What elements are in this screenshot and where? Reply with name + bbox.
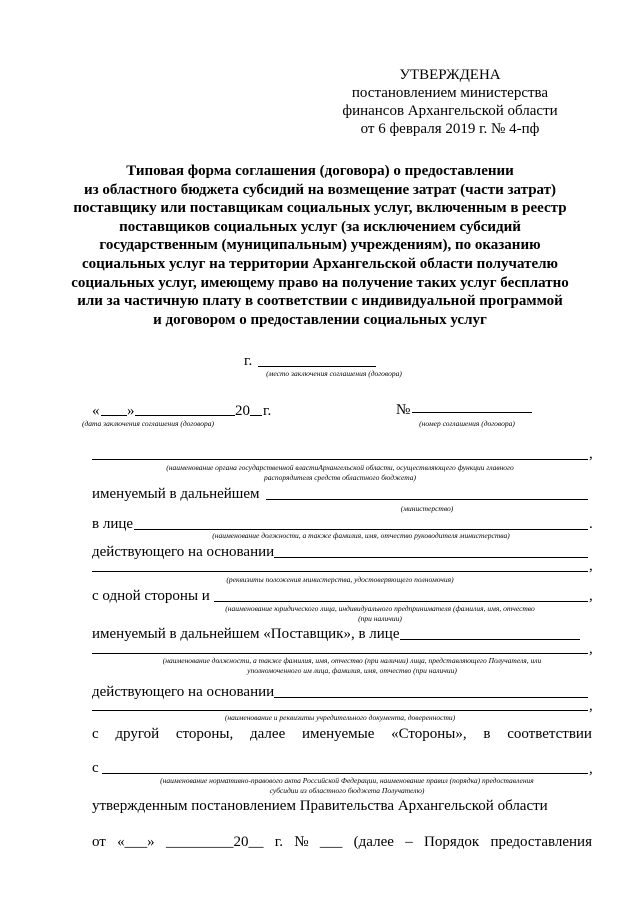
basis-provider-field-1[interactable] xyxy=(274,697,588,698)
place-field[interactable] xyxy=(258,366,376,367)
basis-ministry-label: действующего на основании xyxy=(92,544,275,560)
word: с xyxy=(92,726,99,742)
named-ministry-caption: (министерство) xyxy=(400,504,454,513)
title-line: из областного бюджета субсидий на возмещение затрат (части затрат) xyxy=(83,181,557,198)
ministry-caption xyxy=(92,463,588,482)
ministry-caption-line: (наименование органа государственной властиАрхангельской области, осуществляющего функции главного xyxy=(166,463,514,472)
basis-ministry-caption: (реквизиты положения министерства, удостоверяющего полномочия) xyxy=(226,575,454,584)
word: соответствии xyxy=(507,726,592,742)
provider-rep-caption-line: (наименование должности, а также фамилия, имя, отчество (при наличии) лица, представляющего Получателя, или xyxy=(162,656,542,665)
provider-rep-caption xyxy=(92,656,612,675)
title-line: и договором о предоставлении социальных услуг xyxy=(153,311,487,328)
place-caption: (место заключения соглашения (договора) xyxy=(266,369,402,378)
word: от xyxy=(92,834,106,850)
regulation-caption-line: субсидии из областного бюджета Получателю) xyxy=(269,785,425,795)
title-line: Типовая форма соглашения (договора) о предоставлении xyxy=(126,163,514,179)
title-line: социальных услуг, имеющему право на получение таких услуг бесплатно xyxy=(71,274,569,291)
regulation-prefix: с xyxy=(92,760,99,776)
comma: , xyxy=(589,761,593,777)
ministry-name-field[interactable] xyxy=(92,459,588,460)
date-day-field[interactable] xyxy=(101,415,127,416)
date-year-field[interactable] xyxy=(250,415,262,416)
date-year-suffix: г. xyxy=(263,403,272,419)
basis-ministry-field-2[interactable] xyxy=(92,571,588,572)
provider-name-caption xyxy=(170,604,590,623)
named-ministry-field[interactable] xyxy=(266,499,588,500)
regulation-caption xyxy=(92,776,602,795)
word: далее xyxy=(250,726,286,742)
number-caption: (номер соглашения (договора) xyxy=(419,419,515,428)
word: другой xyxy=(115,726,160,742)
ministry-caption-line: распорядителя средств областного бюджета) xyxy=(264,472,416,482)
provider-rep-field-2[interactable] xyxy=(92,653,588,654)
word: именуемые xyxy=(301,726,375,742)
basis-provider-field-2[interactable] xyxy=(92,710,588,711)
word: «___» xyxy=(117,834,155,850)
word: в xyxy=(483,726,491,742)
word: стороны, xyxy=(175,726,234,742)
comma: , xyxy=(589,588,593,604)
head-position-field[interactable] xyxy=(134,529,588,530)
date-open-quote: « xyxy=(92,403,100,419)
provider-rep-caption-line: уполномоченного им лица, фамилия, имя, отчество (при наличии) xyxy=(247,665,457,675)
approval-line-4: от 6 февраля 2019 г. № 4-пф xyxy=(360,121,540,137)
regulation-field[interactable] xyxy=(102,773,588,774)
provider-rep-field-1[interactable] xyxy=(400,639,580,640)
word: № xyxy=(294,834,309,850)
date-caption: (дата заключения соглашения (договора) xyxy=(82,419,214,428)
comma: , xyxy=(589,558,593,574)
basis-provider-label: действующего на основании xyxy=(92,684,275,700)
basis-ministry-field-1[interactable] xyxy=(274,557,588,558)
period: . xyxy=(589,516,593,532)
word: Порядок xyxy=(423,834,480,850)
named-provider-label: именуемый в дальнейшем «Поставщик», в лице xyxy=(92,626,400,642)
number-sign: № xyxy=(396,402,411,418)
title-line: социальных услуг на территории Архангельской области получателю xyxy=(81,255,559,272)
title-line: поставщику или поставщикам социальных услуг, включенным в реестр xyxy=(73,200,567,217)
word: предоставления xyxy=(490,834,592,850)
approved-by-line: утвержденным постановлением Правительства Архангельской области xyxy=(92,798,548,814)
comma: , xyxy=(589,698,593,714)
title-line: или за частичную плату в соответствии с индивидуальной программой xyxy=(77,293,563,310)
provider-name-field[interactable] xyxy=(214,601,588,602)
approval-line-2: постановлением министерства xyxy=(351,85,549,101)
other-party-line xyxy=(92,725,592,743)
comma: , xyxy=(589,641,593,657)
date-year-prefix: 20 xyxy=(235,403,250,419)
procedure-line xyxy=(92,833,592,851)
basis-provider-caption: (наименование и реквизиты учредительного документа, доверенности) xyxy=(224,713,456,722)
approval-heading: УТВЕРЖДЕНА xyxy=(399,67,501,83)
word: – xyxy=(405,834,413,850)
word: «Стороны», xyxy=(391,726,467,742)
date-close-quote: » xyxy=(127,403,135,419)
title-line: государственным (муниципальным) учреждениям), по оказанию xyxy=(99,237,541,254)
approval-line-3: финансов Архангельской области xyxy=(342,103,558,119)
comma: , xyxy=(589,446,593,462)
document-title xyxy=(60,162,580,329)
title-line: поставщиков социальных услуг (за исключением субсидий xyxy=(119,218,521,235)
word: г. xyxy=(274,834,283,850)
date-month-field[interactable] xyxy=(135,415,235,416)
word: (далее xyxy=(353,834,394,850)
in-person-label: в лице xyxy=(92,516,134,532)
provider-caption-line: (при наличии) xyxy=(358,613,402,623)
first-party-label: с одной стороны и xyxy=(92,588,210,604)
provider-caption-line: (наименование юридического лица, индивидуального предпринимателя (фамилия, имя, отчество xyxy=(225,604,535,613)
named-ministry-label: именуемый в дальнейшем xyxy=(92,486,260,502)
regulation-caption-line: (наименование нормативно-правового акта Российской Федерации, наименование правил (порядка) предоставления xyxy=(160,776,534,785)
head-position-caption: (наименование должности, а также фамилия, имя, отчество руководителя министерства) xyxy=(212,531,510,540)
word: _________20__ xyxy=(165,834,264,850)
number-field[interactable] xyxy=(412,412,532,413)
approval-block xyxy=(300,66,600,138)
place-prefix: г. xyxy=(244,353,253,369)
word: ___ xyxy=(319,834,343,850)
